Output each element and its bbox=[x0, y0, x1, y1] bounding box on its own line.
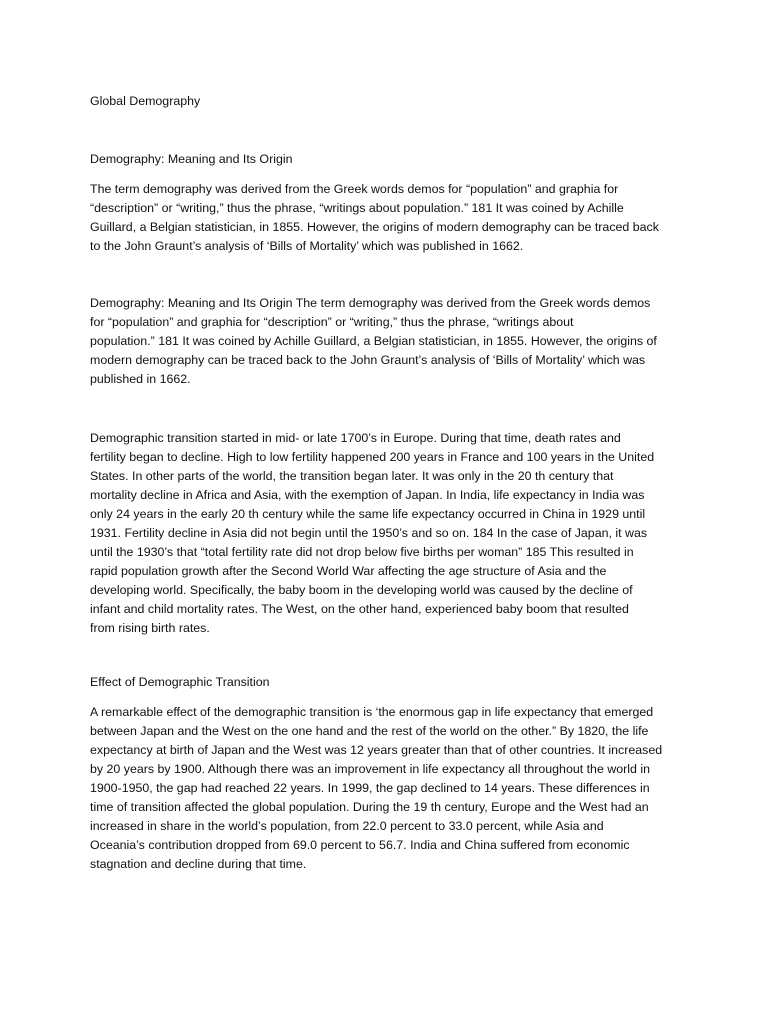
paragraph-line: The term demography was derived from the Greek words demos for “population” and graphia for bbox=[90, 182, 619, 196]
paragraph-line: “description” or “writing,” thus the phrase, “writings about population.” 181 It was coined by Achille bbox=[90, 201, 624, 215]
document-title bbox=[90, 92, 680, 111]
paragraph-effect-transition bbox=[90, 703, 680, 874]
paragraph-line: stagnation and decline during that time. bbox=[90, 857, 307, 871]
paragraph-line: published in 1662. bbox=[90, 372, 191, 386]
paragraph-demography-repeat bbox=[90, 294, 680, 389]
paragraph-line: Demographic transition started in mid- or late 1700’s in Europe. During that time, death rates and bbox=[90, 431, 621, 445]
paragraph-line: for “population” and graphia for “description” or “writing,” thus the phrase, “writings about bbox=[90, 315, 574, 329]
paragraph-line: until the 1930’s that “total fertility rate did not drop below five births per woman” 185 This resulted in bbox=[90, 545, 634, 559]
paragraph-line: modern demography can be traced back to the John Graunt’s analysis of ‘Bills of Mortality’ which was bbox=[90, 353, 646, 367]
paragraph-line: 1900-1950, the gap had reached 22 years. In 1999, the gap declined to 14 years. These differences in bbox=[90, 781, 650, 795]
section-heading-demography bbox=[90, 150, 680, 169]
section-heading-effect bbox=[90, 673, 680, 692]
document-title-text: Global Demography bbox=[90, 94, 201, 108]
paragraph-line: developing world. Specifically, the baby boom in the developing world was caused by the decline of bbox=[90, 583, 633, 597]
section-heading-text: Demography: Meaning and Its Origin bbox=[90, 152, 293, 166]
section-heading-text: Effect of Demographic Transition bbox=[90, 675, 270, 689]
paragraph-line: by 20 years by 1900. Although there was an improvement in life expectancy all throughout the world in bbox=[90, 762, 650, 776]
paragraph-line: from rising birth rates. bbox=[90, 621, 210, 635]
paragraph-line: Demography: Meaning and Its Origin The term demography was derived from the Greek words demos bbox=[90, 296, 651, 310]
paragraph-line: A remarkable effect of the demographic transition is ‘the enormous gap in life expectancy that emerged bbox=[90, 705, 654, 719]
paragraph-line: Guillard, a Belgian statistician, in 1855. However, the origins of modern demography can be traced back bbox=[90, 220, 659, 234]
paragraph-demography-origin bbox=[90, 180, 680, 256]
paragraph-line: Oceania’s contribution dropped from 69.0 percent to 56.7. India and China suffered from economic bbox=[90, 838, 630, 852]
paragraph-line: increased in share in the world’s population, from 22.0 percent to 33.0 percent, while Asia and bbox=[90, 819, 604, 833]
paragraph-line: 1931. Fertility decline in Asia did not begin until the 1950’s and so on. 184 In the case of Japan, it was bbox=[90, 526, 648, 540]
paragraph-line: States. In other parts of the world, the transition began later. It was only in the 20 th century that bbox=[90, 469, 614, 483]
paragraph-line: mortality decline in Africa and Asia, with the exemption of Japan. In India, life expectancy in India was bbox=[90, 488, 645, 502]
paragraph-line: between Japan and the West on the one hand and the rest of the world on the other.” By 1820, the life bbox=[90, 724, 649, 738]
paragraph-line: population.” 181 It was coined by Achille Guillard, a Belgian statistician, in 1855. However, the origins of bbox=[90, 334, 657, 348]
paragraph-line: fertility began to decline. High to low fertility happened 200 years in France and 100 years in the United bbox=[90, 450, 655, 464]
paragraph-line: expectancy at birth of Japan and the West was 12 years greater than that of other countries. It increased bbox=[90, 743, 663, 757]
paragraph-demographic-transition bbox=[90, 429, 680, 638]
paragraph-line: time of transition affected the global population. During the 19 th century, Europe and the West had an bbox=[90, 800, 649, 814]
paragraph-line: rapid population growth after the Second World War affecting the age structure of Asia and the bbox=[90, 564, 607, 578]
paragraph-line: to the John Graunt’s analysis of ‘Bills of Mortality’ which was published in 1662. bbox=[90, 239, 524, 253]
paragraph-line: only 24 years in the early 20 th century while the same life expectancy occurred in China in 1929 until bbox=[90, 507, 646, 521]
paragraph-line: infant and child mortality rates. The West, on the other hand, experienced baby boom that resulted bbox=[90, 602, 629, 616]
